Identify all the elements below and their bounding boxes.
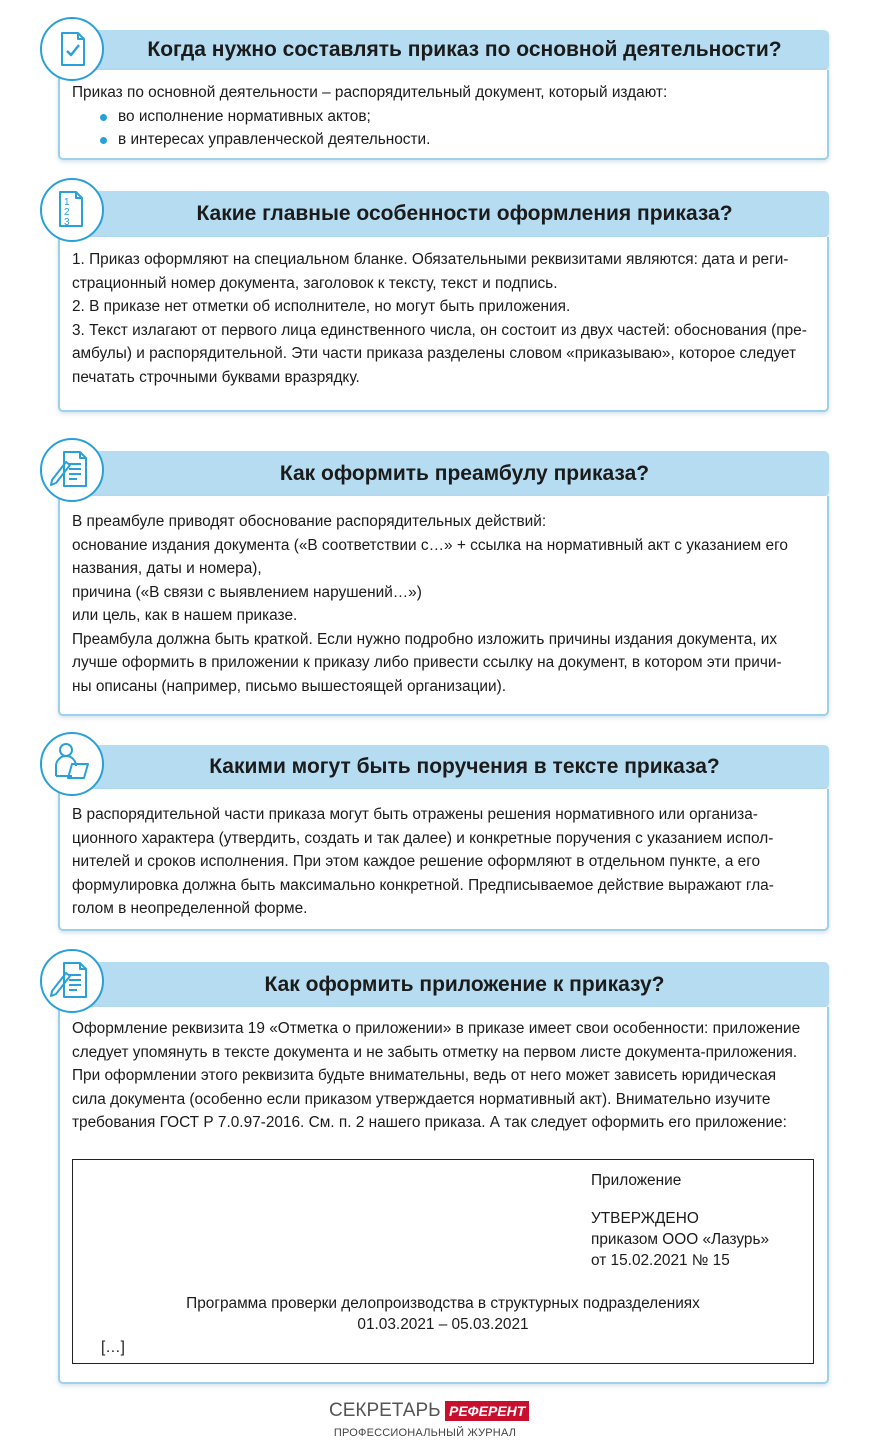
magazine-logo — [329, 1400, 526, 1422]
document-pencil-icon — [40, 949, 104, 1013]
text-line: печатать строчными буквами вразрядку. — [72, 368, 360, 386]
text-line: лучше оформить в приложении к приказу либо привести ссылку на документ, в котором эти причи- — [72, 654, 782, 671]
section-4-header — [60, 745, 829, 789]
text-line: Программа проверки делопроизводства в структурных подразделениях — [186, 1295, 700, 1312]
section-5-title: Как оформить приложение к приказу? — [264, 972, 665, 996]
ellipsis: […] — [101, 1339, 125, 1356]
text-line: причина («В связи с выявлением нарушений…») — [72, 583, 422, 601]
document-pencil-icon — [40, 438, 104, 502]
text-line: ционного характера (утвердить, создать и так далее) и конкретные поручения с указанием испол- — [72, 829, 774, 847]
checklist-document-icon — [40, 17, 104, 81]
text-line: В распорядительной части приказа могут быть отражены решения нормативного или организа- — [72, 806, 758, 823]
svg-text:3: 3 — [64, 217, 70, 228]
text-line: страционный номер документа, заголовок к тексту, текст и подпись. — [72, 274, 558, 292]
section-2-body — [58, 237, 829, 412]
text-line: основание издания документа («В соответствии с…» + ссылка на нормативный акт с указанием его — [72, 536, 788, 554]
text-line: При оформлении этого реквизита будьте внимательны, ведь от него может зависеть юридическая — [72, 1067, 777, 1084]
logo-left: СЕКРЕТАРЬ — [329, 1400, 441, 1421]
text-line: ны описаны (например, письмо вышестоящей организации). — [72, 677, 507, 695]
text-line: сила документа (особенно если приказом утверждается нормативный акт). Внимательно изучите — [72, 1090, 771, 1108]
section-3-header — [60, 451, 829, 496]
approval-block — [591, 1170, 769, 1271]
text-line: или цель, как в нашем приказе. — [72, 607, 298, 624]
section-1-title: Когда нужно составлять приказ по основной деятельности? — [147, 38, 782, 61]
text-line: нителей и сроков исполнения. При этом каждое решение оформляют в отдельном пункте, а его — [72, 853, 761, 870]
section-1-header — [60, 30, 829, 70]
section-1-body — [58, 70, 829, 160]
list-item: во исполнение нормативных актов; — [72, 105, 817, 129]
list-item: в интересах управленческой деятельности. — [72, 128, 817, 152]
svg-text:2: 2 — [64, 207, 70, 218]
logo-tagline: ПРОФЕССИОНАЛЬНЫЙ ЖУРНАЛ — [333, 1427, 517, 1439]
person-assignment-icon — [40, 732, 104, 796]
text-line: 2. В приказе нет отметки об исполнителе, но могут быть приложения. — [72, 298, 571, 315]
section-4-title: Какими могут быть поручения в тексте приказа? — [209, 755, 720, 778]
text-line: амбулы) и распорядительной. Эти части приказа разделены словом «приказываю», которое следует — [72, 345, 797, 362]
text-line: 01.03.2021 – 05.03.2021 — [357, 1316, 529, 1333]
text-line: следует упомянуть в тексте документа и не забыть отметку на первом листе документа-приложения. — [72, 1043, 798, 1061]
logo-right: РЕФЕРЕНТ — [445, 1401, 529, 1421]
section-1-intro: Приказ по основной деятельности – распорядительный документ, который издают: — [72, 84, 668, 101]
numbered-document-icon — [40, 178, 104, 242]
section-3-title: Как оформить преамбулу приказа? — [279, 461, 650, 485]
appendix-title — [73, 1293, 813, 1335]
section-2-header — [60, 191, 829, 237]
text-line: приказом ООО «Лазурь» — [591, 1231, 770, 1248]
text-line: голом в неопределенной форме. — [72, 900, 308, 917]
section-5-header — [60, 962, 829, 1007]
text-line: требования ГОСТ Р 7.0.97-2016. См. п. 2 нашего приказа. А так следует оформить его приложение: — [72, 1114, 787, 1131]
section-4-body — [58, 789, 829, 931]
text-line: Оформление реквизита 19 «Отметка о приложении» в приказе имеет свои особенности: приложение — [72, 1020, 801, 1037]
text-line: Преамбула должна быть краткой. Если нужно подробно изложить причины издания документа, их — [72, 630, 778, 648]
text-line — [591, 1191, 769, 1208]
text-line: Приложение — [591, 1172, 682, 1189]
text-line: 3. Текст излагают от первого лица единственного числа, он состоит из двух частей: обоснования (пре- — [72, 321, 807, 339]
text-line: В преамбуле приводят обоснование распорядительных действий: — [72, 513, 547, 530]
text-line: формулировка должна быть максимально конкретной. Предписываемое действие выражают гла- — [72, 876, 774, 894]
svg-text:1: 1 — [64, 197, 70, 208]
section-1-list — [72, 105, 817, 152]
text-line: от 15.02.2021 № 15 — [591, 1252, 730, 1269]
text-line: 1. Приказ оформляют на специальном бланке. Обязательными реквизитами являются: дата и реги- — [72, 251, 789, 268]
text-line: УТВЕРЖДЕНО — [591, 1210, 699, 1227]
section-3-body — [58, 496, 829, 716]
section-2-title: Какие главные особенности оформления приказа? — [196, 202, 733, 225]
appendix-sample — [72, 1159, 814, 1364]
text-line: названия, даты и номера), — [72, 560, 262, 577]
